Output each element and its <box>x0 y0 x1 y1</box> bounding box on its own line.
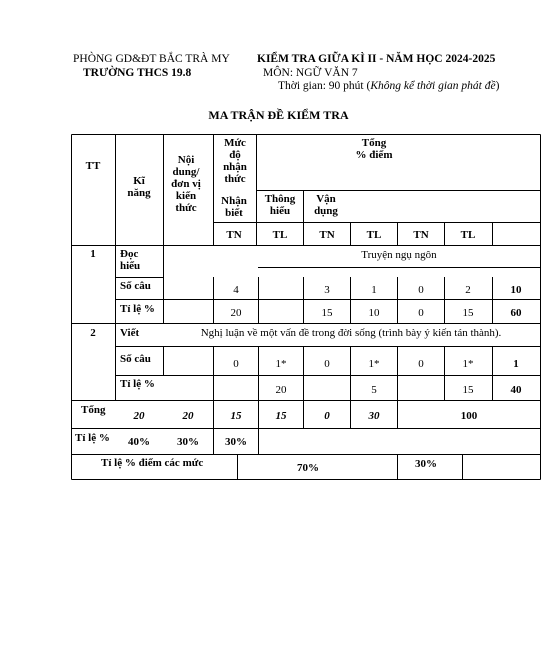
header-tl-1: TL <box>272 229 288 241</box>
header-understand: Thông hiểu <box>264 193 296 217</box>
row2-so-cau-vd-tn: 0 <box>418 358 424 370</box>
ti-le-muc-label: Tỉ lệ % điểm các mức <box>101 457 204 469</box>
header-tt: TT <box>85 160 101 172</box>
row1-skill: Đọc hiểu <box>120 248 141 272</box>
row2-so-cau-nb-tn: 0 <box>233 358 239 370</box>
row1-ti-le-nb-tn: 20 <box>230 307 242 319</box>
row2-skill: Viết <box>120 327 140 339</box>
tong-value-1: 20 <box>133 410 145 422</box>
row2-ti-le-total: 40 <box>510 384 522 396</box>
row1-ti-le-label: Tỉ lệ % <box>120 303 155 315</box>
ti-le-muc-2: 30% <box>415 458 437 470</box>
row1-so-cau-nb-tn: 4 <box>233 284 239 296</box>
department-name: PHÒNG GD&ĐT BẮC TRÀ MY <box>73 53 230 65</box>
row1-ti-le-total: 60 <box>510 307 522 319</box>
row1-so-cau-vd-tn: 0 <box>418 284 424 296</box>
header-total: Tổng <box>361 137 387 149</box>
row2-so-cau-th-tl: 1* <box>368 358 380 370</box>
row1-ti-le-th-tl: 10 <box>368 307 380 319</box>
tong-value-2: 20 <box>182 410 194 422</box>
school-name: TRƯỜNG THCS 19.8 <box>83 67 192 79</box>
row2-ti-le-vd-tl: 15 <box>462 384 474 396</box>
tong-label: Tổng <box>81 404 106 416</box>
ti-le-pct-2: 30% <box>177 436 199 448</box>
row1-so-cau-vd-tl: 2 <box>465 284 471 296</box>
row1-so-cau-label: Số câu <box>120 280 151 292</box>
header-tn-2: TN <box>319 229 335 241</box>
header-tn-1: TN <box>226 229 242 241</box>
tong-value-4: 15 <box>275 410 287 422</box>
header-recognize: Nhận biết <box>221 195 247 219</box>
exam-title: KIỂM TRA GIỮA KÌ II - NĂM HỌC 2024-2025 <box>257 53 496 65</box>
header-apply: Vận dụng <box>314 193 338 217</box>
header-tl-3: TL <box>460 229 476 241</box>
tong-value-5: 0 <box>324 410 330 422</box>
subject-name: MÔN: NGỮ VĂN 7 <box>263 67 358 79</box>
row1-so-cau-total: 10 <box>510 284 522 296</box>
ti-le-pct-label: Tỉ lệ % <box>75 432 110 444</box>
row1-ti-le-vd-tn: 0 <box>418 307 424 319</box>
row2-so-cau-th-tn: 0 <box>324 358 330 370</box>
row2-so-cau-vd-tl: 1* <box>462 358 474 370</box>
row1-content: Truyện ngụ ngôn <box>361 249 437 261</box>
row2-so-cau-label: Số câu <box>120 353 151 365</box>
row2-ti-le-th-tl: 5 <box>371 384 377 396</box>
header-tn-3: TN <box>413 229 429 241</box>
row2-content: Nghị luận về một vấn đề trong đời sống (trình bày ý kiến tán thành). <box>200 327 502 339</box>
row1-so-cau-th-tl: 1 <box>371 284 377 296</box>
row1-so-cau-th-tn: 3 <box>324 284 330 296</box>
row1-ti-le-th-tn: 15 <box>321 307 333 319</box>
header-level: Mức độ nhận thức <box>223 137 247 185</box>
tong-value-6: 30 <box>368 410 380 422</box>
exam-matrix-table <box>71 134 541 480</box>
header-content: Nội dung/ đơn vị kiến thức <box>171 154 201 214</box>
ti-le-pct-1: 40% <box>128 436 150 448</box>
header-skill: Kĩ năng <box>127 175 151 199</box>
row1-tt: 1 <box>90 248 96 260</box>
header-tl-2: TL <box>366 229 382 241</box>
tong-value-3: 15 <box>230 410 242 422</box>
row1-ti-le-vd-tl: 15 <box>462 307 474 319</box>
ti-le-muc-1: 70% <box>297 462 319 474</box>
tong-value-total: 100 <box>460 410 478 422</box>
row2-tt: 2 <box>90 327 96 339</box>
ti-le-pct-3: 30% <box>225 436 247 448</box>
row2-ti-le-label: Tỉ lệ % <box>120 378 155 390</box>
row2-so-cau-nb-tl: 1* <box>275 358 287 370</box>
matrix-title: MA TRẬN ĐỀ KIỂM TRA <box>208 108 349 122</box>
header-total-pct: % điểm <box>355 149 393 161</box>
row2-so-cau-total: 1 <box>513 358 519 370</box>
row2-ti-le-nb-tl: 20 <box>275 384 287 396</box>
exam-duration: Thời gian: 90 phút (Không kể thời gian phát đề) <box>278 80 500 92</box>
